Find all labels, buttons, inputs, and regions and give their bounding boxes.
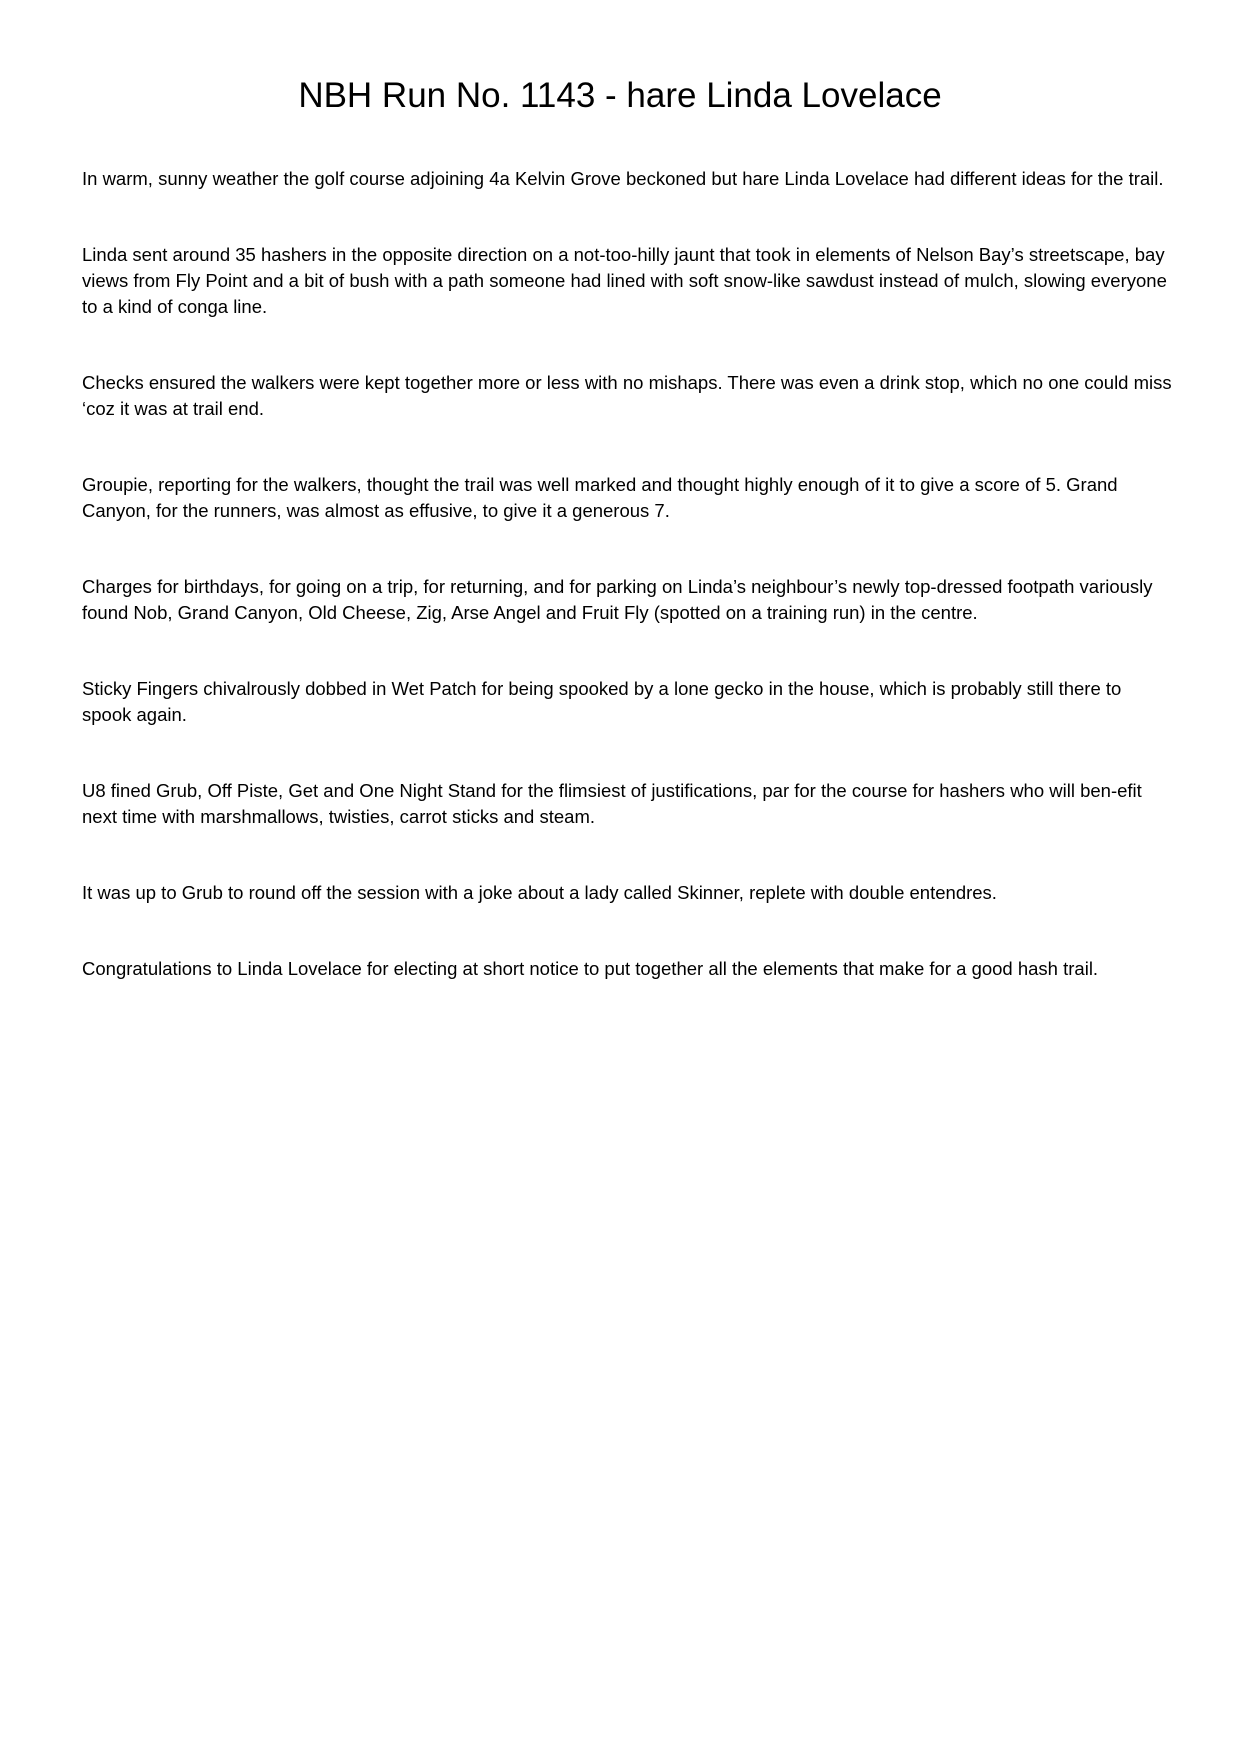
paragraph: Congratulations to Linda Lovelace for electing at short notice to put together all the elements that make for a good hash trail. (82, 958, 1099, 979)
paragraph: U8 fined Grub, Off Piste, Get and One Night Stand for the flimsiest of justifications, par for the course for hashers who will ben-efit next time with marshmallows, twisties, carrot sticks and steam. (82, 780, 1142, 827)
paragraph: Linda sent around 35 hashers in the opposite direction on a not-too-hilly jaunt that took in elements of Nelson Bay’s streetscape, bay views from Fly Point and a bit of bush with a path someone had lined with soft snow-like sawdust instead of mulch, slowing everyone to a kind of conga line. (82, 244, 1167, 317)
paragraph: In warm, sunny weather the golf course adjoining 4a Kelvin Grove beckoned but hare Linda Lovelace had different ideas for the trail. (82, 168, 1164, 189)
paragraph: Sticky Fingers chivalrously dobbed in Wet Patch for being spooked by a lone gecko in the house, which is probably still there to spook again. (82, 678, 1122, 725)
paragraph: Checks ensured the walkers were kept together more or less with no mishaps. There was even a drink stop, which no one could miss ‘coz it was at trail end. (82, 372, 1172, 419)
paragraph: Groupie, reporting for the walkers, thought the trail was well marked and thought highly enough of it to give a score of 5. Grand Canyon, for the runners, was almost as effusive, to give it a generous 7. (82, 474, 1118, 521)
paragraph: Charges for birthdays, for going on a trip, for returning, and for parking on Linda’s neighbour’s newly top-dressed footpath variously found Nob, Grand Canyon, Old Cheese, Zig, Arse Angel and Fruit Fly (spotted on a training run) in the centre. (82, 576, 1153, 623)
document-title: NBH Run No. 1143 - hare Linda Lovelace (298, 76, 942, 115)
paragraph: It was up to Grub to round off the session with a joke about a lady called Skinner, replete with double entendres. (82, 882, 997, 903)
document-body (82, 166, 1172, 1032)
